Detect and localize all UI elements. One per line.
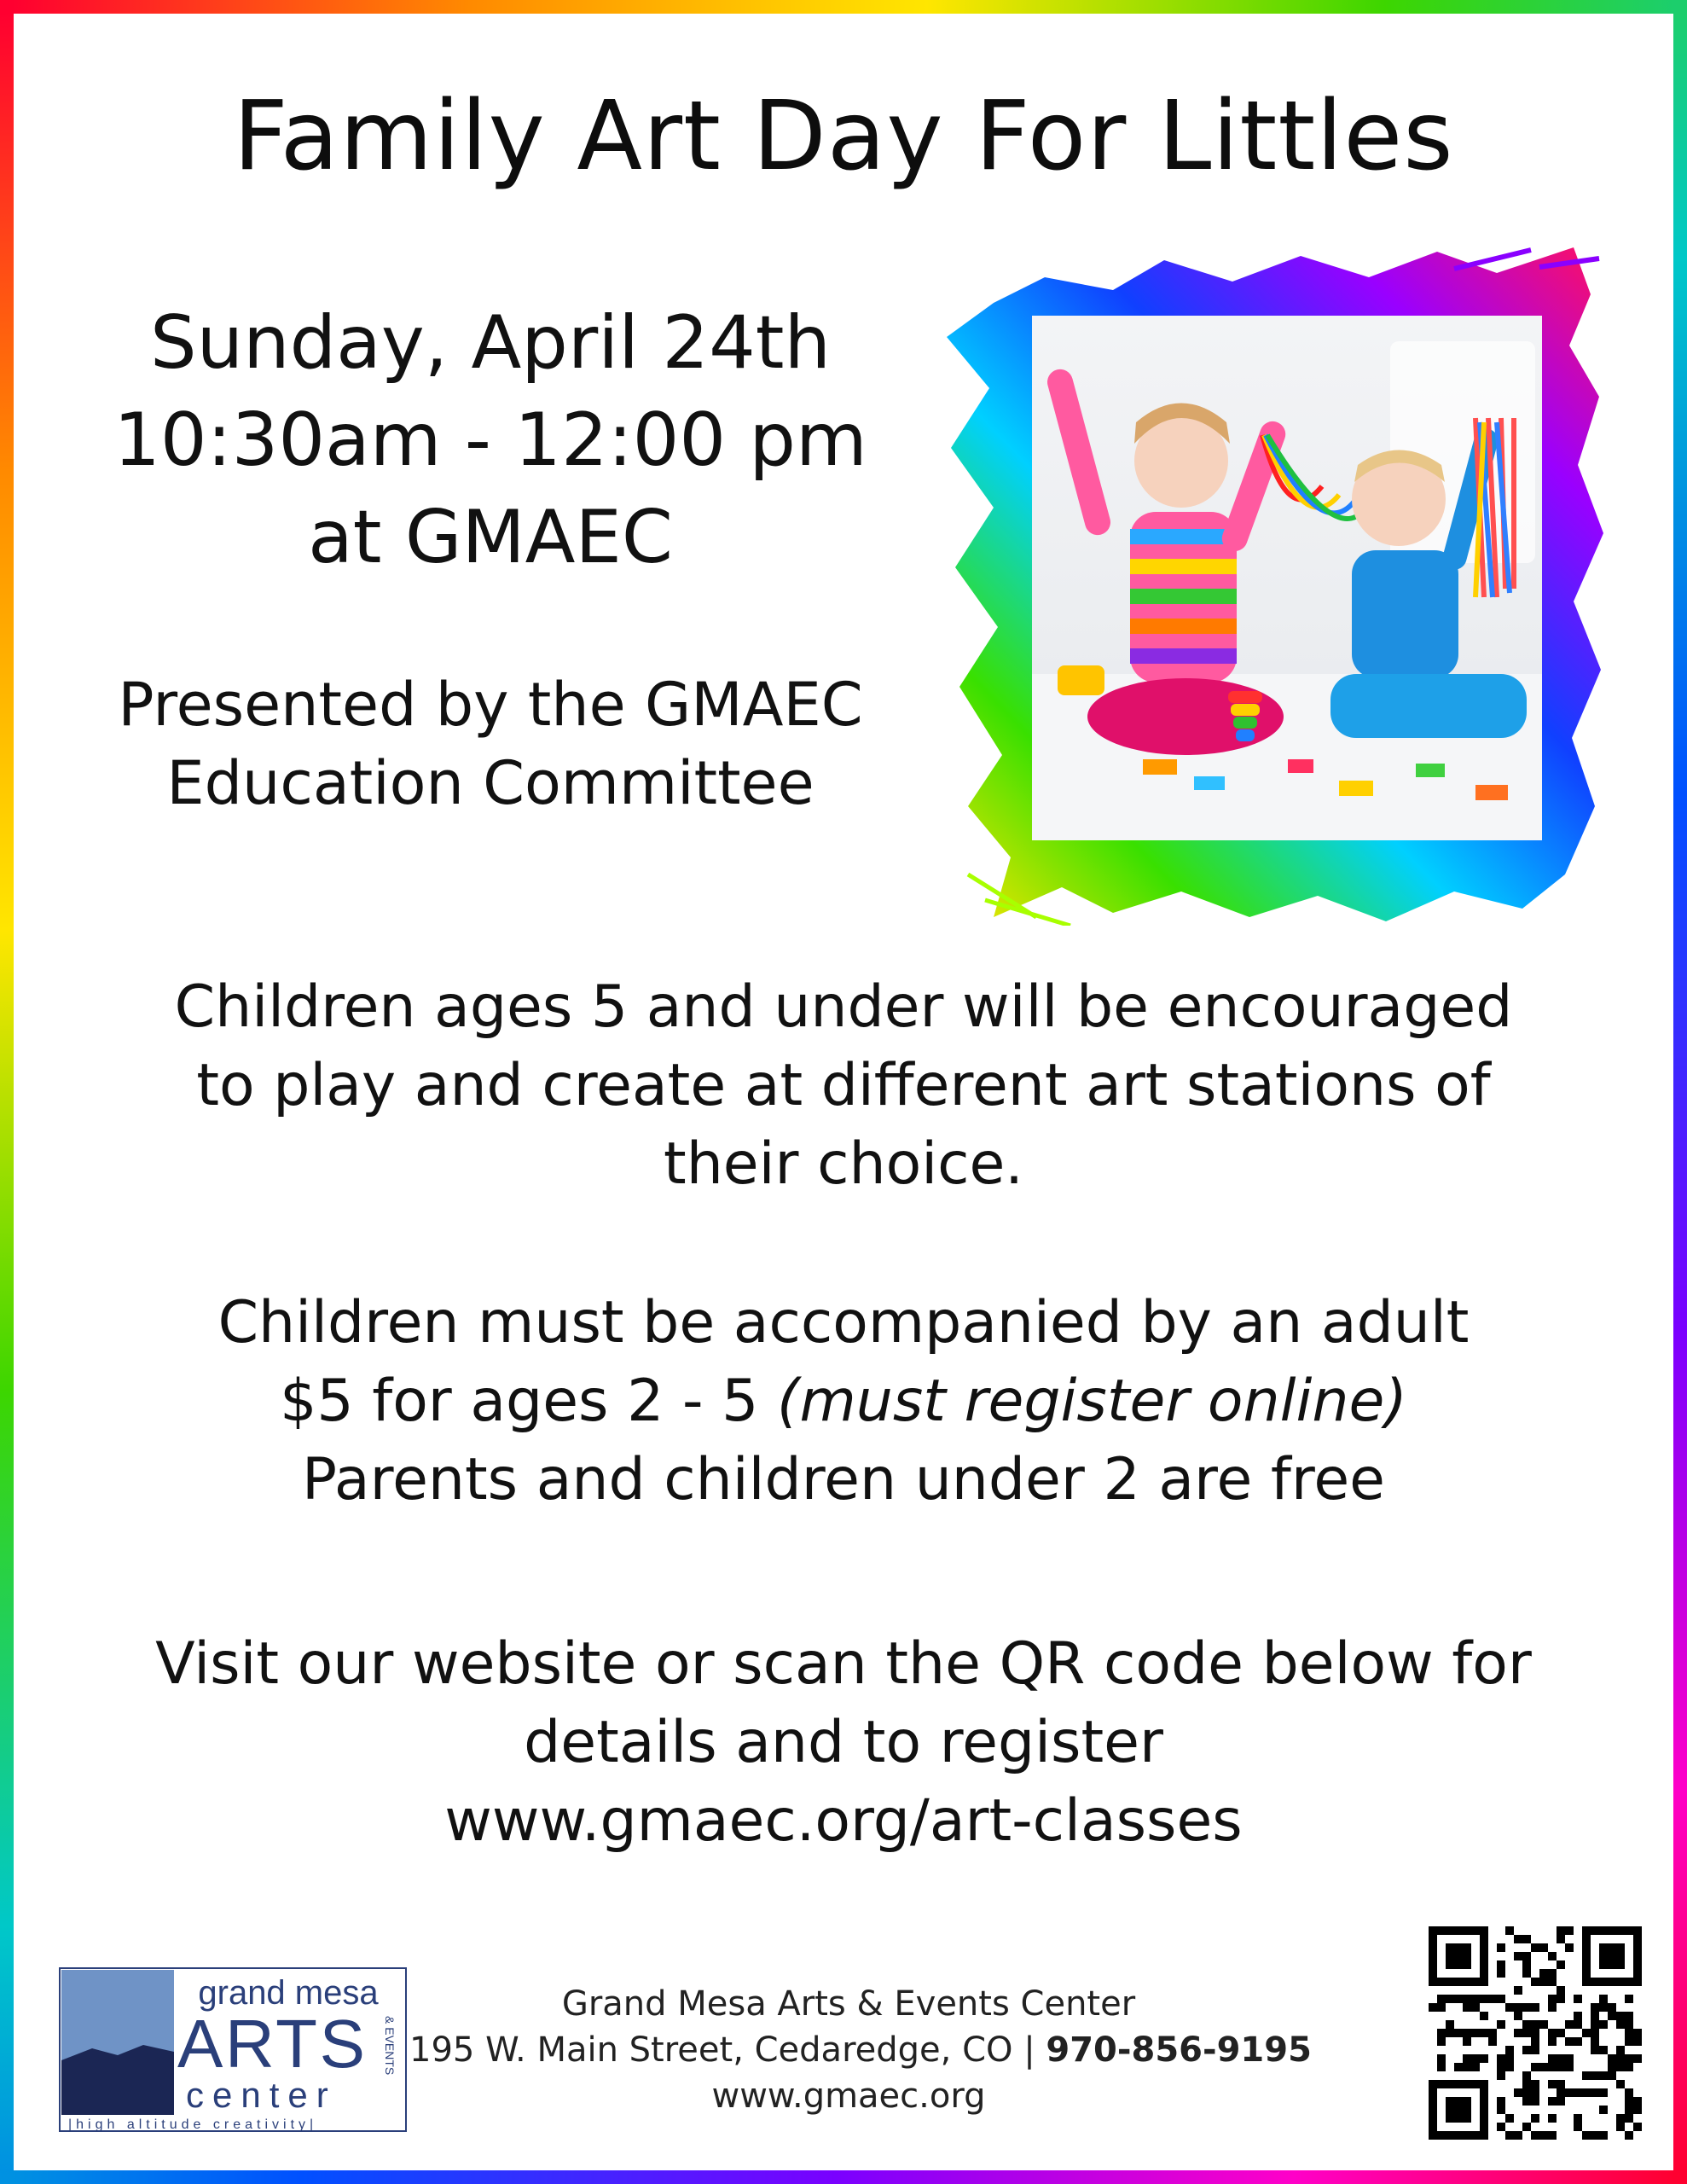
website-link[interactable]: www.gmaec.org [711,2077,986,2116]
logo-events: & EVENTS [383,2016,397,2076]
supervision-note: Children must be accompanied by an adult [217,1289,1470,1356]
registration-url-link[interactable]: www.gmaec.org/art-classes [444,1787,1243,1855]
kids-illustration [1032,316,1542,840]
photo-image [1032,316,1542,840]
cta-line: Visit our website or scan the QR code below for [155,1630,1532,1698]
registration-note: (must register online) [777,1368,1407,1435]
cta-line: details and to register [524,1709,1163,1776]
event-location: at GMAEC [308,495,673,580]
qr-code-graphic [1429,1926,1642,2140]
org-name: Grand Mesa Arts & Events Center [561,1984,1136,2024]
description-line: Children ages 5 and under will be encouraged [174,973,1513,1041]
presenter-line: Presented by the GMAEC [118,670,863,740]
flyer-title: Family Art Day For Littles [233,81,1454,192]
logo-arts: ARTS [177,2006,365,2082]
call-to-action [34,1625,1653,1861]
phone-number[interactable]: 970-856-9195 [1046,2030,1312,2070]
event-time: 10:30am - 12:00 pm [113,398,867,483]
free-admission-note: Parents and children under 2 are free [301,1446,1386,1513]
event-details [77,294,904,586]
contact-info [409,1981,1312,2119]
description-line: their choice. [664,1130,1023,1198]
children-photo [942,243,1608,926]
qr-code[interactable] [1429,1926,1642,2140]
logo-graphic [58,1966,408,2133]
pricing-info [34,1284,1653,1519]
gmaec-logo [58,1966,408,2133]
logo-center: center [186,2075,337,2115]
presenter-credit [68,665,913,822]
street-address: 195 W. Main Street, Cedaredge, CO | [409,2030,1046,2070]
price-text: $5 for ages 2 - 5 [280,1368,777,1435]
address-line [409,2027,1312,2073]
logo-grand-mesa: grand mesa [198,1974,379,2012]
description-line: to play and create at different art stations of [196,1052,1491,1119]
activity-description [34,968,1653,1204]
price-line [34,1362,1653,1441]
event-date: Sunday, April 24th [149,300,832,386]
presenter-line: Education Committee [166,748,815,818]
logo-tagline: |high altitude creativity| [68,2117,318,2132]
